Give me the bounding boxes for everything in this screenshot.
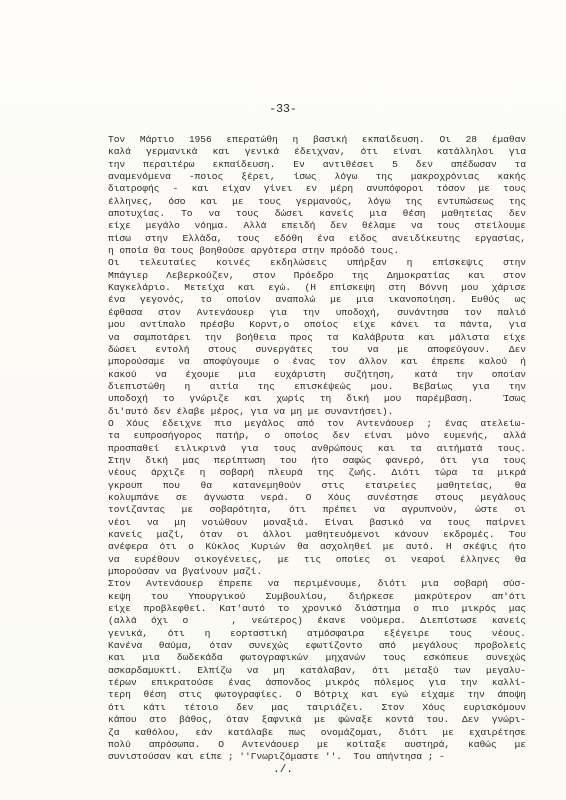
- text-line: διατροφής - και είχαν γίνει εν μέρη ανυπόφοροι τόσον με τους: [108, 183, 526, 195]
- text-line: να ευρέθουν οικογένειες, με τις οποίες οι νεαροί έλληνες θα: [108, 553, 526, 565]
- text-line: συνιστούσαν και είπε ; ''Γνωριζόμαστε ''. Του απήντησα ; -: [108, 751, 445, 763]
- text-line: Καγκελάριο. Μετείχα και εγώ. (Η επίσκεψη στη Βόννη μου χάρισε: [108, 282, 526, 294]
- text-line: τονίζαντας με σοβαρότητα, ότι πρέπει να αγρυπνούν, ώστε οι: [108, 504, 526, 516]
- text-line: τέρων επικρατούσε ένας άσπονδος μικρός πόλεμος για την καλλί-: [108, 677, 526, 689]
- text-line: ένα γεγονός, το οποίον αναπολώ με μια ικανοποίηση. Ευθύς ως: [108, 294, 526, 306]
- text-line: κακού να έχουμε μια ευχάριστη συζήτηση, κατά την οποίαν: [108, 368, 526, 380]
- text-line: υποδοχή το γνώριζε και χωρίς τη δική μου παρέμβαση. Ίσως: [108, 393, 526, 405]
- text-line: διεπιστώθη η αιτία της επισκέψεώς μου. Βεβαίως για την: [108, 380, 526, 392]
- text-line: την περαιτέρω εκπαίδευση. Εν αντιθέσει 5 δεν απέδωσαν τα: [108, 158, 526, 170]
- text-line: γκρουπ που θα κατανεμηθούν στις εταιρείες μαθητείας, θα: [108, 479, 526, 491]
- text-line: τα ευπροσήγορος πατήρ, ο οποίος δεν είναι μόνο ευμενής, αλλά: [108, 430, 526, 442]
- text-line: έφθασα στον Αντενάουερ για την υποδοχή, συνάντησα τον παλιό: [108, 306, 526, 318]
- text-line: έλληνες, όσο και με τους γερμανούς, λόγω της εντυπώσεως της: [108, 195, 526, 207]
- text-line: αποτυχίας. Το να τους δώσει κανείς μια θέση μαθητείας δεν: [108, 208, 526, 220]
- text-line: νέοι να μη νοιώθουν μοναξιά. Είναι βασικό να τους παίρνει: [108, 516, 526, 528]
- text-line: ανέφερα ότι ο Κύκλος Κυριών θα ασχοληθεί με αυτό. Η σκέψις ήτο: [108, 541, 526, 553]
- text-line: κάπου στο βάθος, όταν ξαφνικά με φώναξε κοντά του. Δεν γνώρι-: [108, 714, 526, 726]
- text-line: μπορούσαν να βγαίνουν μαζί.: [108, 566, 263, 578]
- text-line: είχε προβλεφθεί. Κατ'αυτό το χρονικό διάστημα ο πιο μικρός μας: [108, 603, 526, 615]
- text-line: κεψη του Υπουργικού Συμβουλίου, διήρκεσε μακρύτερον απ'ότι: [108, 590, 526, 602]
- text-line: Τον Μάρτιο 1956 επερατώθη η βασική εκπαίδευση. Οι 28 έμαθαν: [108, 134, 526, 145]
- continuation-mark: ./.: [273, 764, 293, 776]
- text-line: μου αντίπαλο πρέσβυ Κορντ,ο οποίος είχε κάνει τα πάντα, για: [108, 319, 526, 331]
- text-line: Κανένα θαύμα, όταν συνεχώς εφωτίζοντο από μεγάλους προβολείς: [108, 640, 526, 652]
- text-line: ζα καθόλου, εάν κατάλαβε πως ονομάζομαι, διότι με εχαιρέτησε: [108, 726, 526, 738]
- text-line: και μια δωδεκάδα φωτογραφικών μηχανών τους εσκόπευε συνεχώς: [108, 652, 526, 664]
- text-line: Στην δική μας περίπτωση του ήτο σαφώς φανερό, ότι για τους: [108, 454, 526, 466]
- text-line: δι'αυτό δεν έλαβε μέρος, για να μη με συναντήσει).: [108, 405, 394, 417]
- text-line: Ο Χόυς έδειχνε πιο μεγάλος από τον Αντενάουερ ; ένας ατελείω-: [108, 417, 526, 429]
- text-line: Οι τελευταίες κοινές εκδηλώσεις υπήρξαν η επίσκεψις στην: [108, 257, 526, 269]
- text-line: κανείς μαζί, όταν οι άλλοι μαθητευόμενοι κάνουν εκδρομές. Του: [108, 529, 526, 540]
- text-line: μπορούσαμε να αποφύγουμε ο ένας τον άλλον και έπρεπε καλού ή: [108, 356, 526, 368]
- text-line: πολύ απρόσωπα. Ο Αντενάουερ με κοίταξε αυστηρά, καθώς με: [108, 738, 526, 750]
- text-line: νέους άρχιζε η σοβαρή πλευρά της ζωής. Διότι τώρα τα μικρά: [108, 467, 526, 479]
- text-line: γενικά, ότι η εορταστική ατμόσφαιρα εξέγειρε τους νέους.: [108, 627, 526, 639]
- text-line: ότι κάτι τέτοιο δεν μας ταιριάζει. Στον Χόυς ευρισκόμουν: [108, 701, 526, 713]
- body-text: [108, 134, 526, 764]
- text-line: ασκαρδαμυκτί. Ελπίζω να μη κατάλαβαν, ότι μεταξύ των μεγαλυ-: [108, 664, 526, 676]
- text-line: Μπάγιερ Λεβερκούζεν, στον Πρόεδρο της Δημοκρατίας και στον: [108, 269, 526, 281]
- text-line: καλά γερμανικά και γενικά έδειχναν, ότι είναι κατάλληλοι για: [108, 146, 526, 158]
- text-line: αναμενόμενα -ποιος ξέρει, ίσως λόγω της μακροχρόνιας κακής: [108, 171, 526, 183]
- text-line: δώσει εντολή στους συνεργάτες του να με αποφεύγουν. Δεν: [108, 343, 526, 355]
- text-line: η οποία θα τους βοηθούσε αργότερα στην πρόοδό τους.: [108, 245, 400, 257]
- text-line: πίσω στην Ελλάδα, τους εδόθη ένα είδος ανειδίκευτης εργασίας,: [108, 232, 526, 244]
- page-number: -33-: [269, 103, 297, 116]
- text-line: είχε μεγάλο νόημα. Αλλά επειδή δεν θέλαμε να τους στείλουμε: [108, 220, 526, 232]
- text-line: (αλλά όχι ο , νεώτερος) έκανε νούμερα. Διεπίστωσε κανείς: [108, 615, 526, 627]
- text-line: Στον Αντενάουερ έπρεπε να περιμένουμε, διότι μια σοβαρή σύσ-: [108, 578, 526, 590]
- text-line: τερη θέση στις φωτογραφίες. Ο Βότριχ και εγώ είχαμε την άποψη: [108, 689, 526, 701]
- text-line: να σαμποτάρει την βοήθεια προς τα Καλάβρυτα και μάλιστα είχε: [108, 331, 526, 343]
- text-line: κολυμπάνε σε άγνωστα νερά. Ο Χόυς συνέστησε στους μεγάλους: [108, 491, 526, 503]
- text-line: προσπαθεί ειλικρινά για τους ανθρώπους και τα αιτήματά τους.: [108, 442, 526, 454]
